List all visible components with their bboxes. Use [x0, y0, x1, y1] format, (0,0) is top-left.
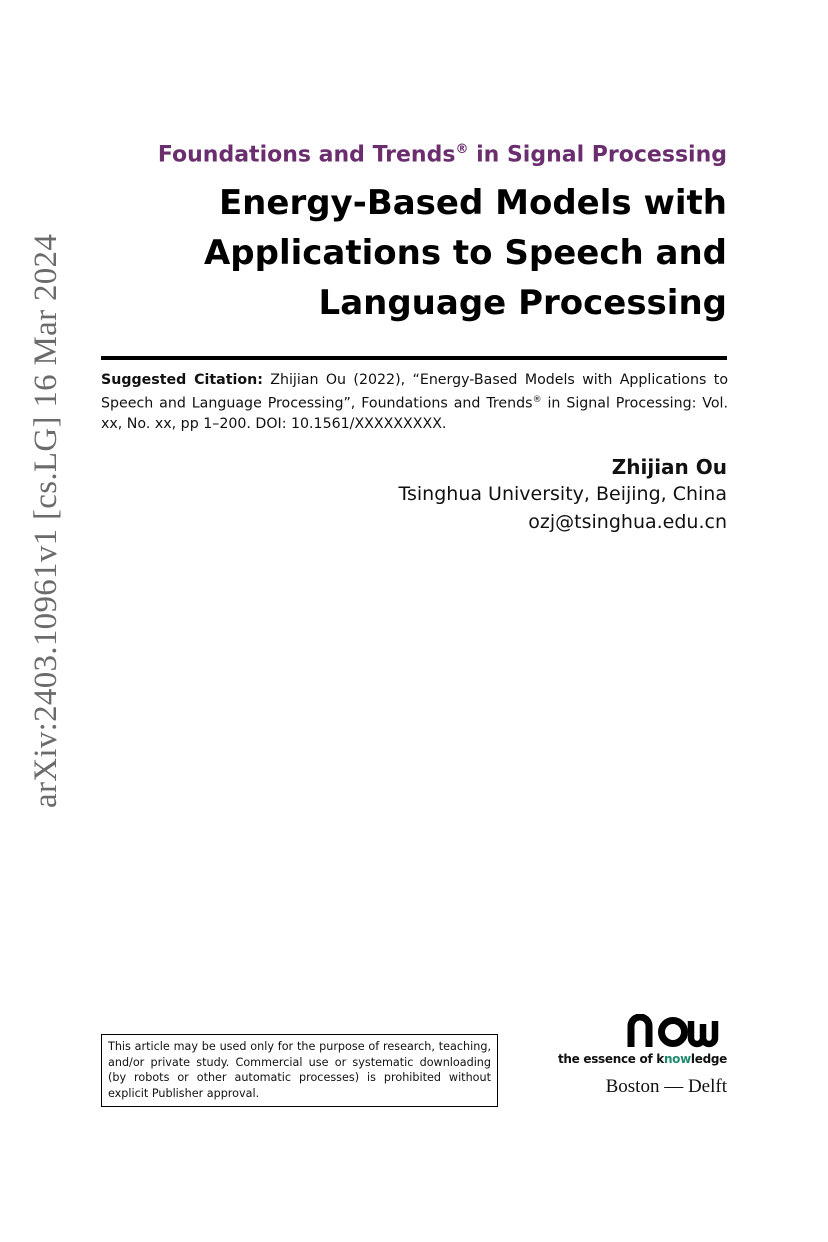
- author-affiliation: Tsinghua University, Beijing, China: [398, 483, 727, 505]
- title-line: Language Processing: [318, 283, 727, 323]
- suggested-citation: [101, 370, 728, 434]
- tagline-prefix: the essence of k: [557, 1052, 664, 1066]
- publisher-tagline: [558, 1052, 727, 1066]
- author-block: [399, 454, 727, 536]
- registered-mark: ®: [455, 142, 469, 157]
- author-email[interactable]: ozj@tsinghua.edu.cn: [528, 511, 727, 533]
- usage-notice-box: This article may be used only for the purpose of research, teaching, and/or private study. Commercial use or systematic downloading (by robots or other automatic processes) is prohibited without explicit Publisher approval.: [101, 1034, 498, 1107]
- registered-mark: ®: [532, 395, 542, 405]
- tagline-suffix: ledge: [690, 1052, 727, 1066]
- arxiv-identifier-stamp: arXiv:2403.10961v1 [cs.LG] 16 Mar 2024: [28, 233, 64, 808]
- paper-title: [167, 178, 727, 328]
- title-line: Energy-Based Models with: [218, 183, 727, 223]
- citation-text: Zhijian Ou (2022), “Energy-Based Models with Applications to Speech and Language Processing”, Foundations and Trends: [101, 372, 728, 412]
- series-field: in Signal Processing: [468, 142, 727, 168]
- citation-text-end: in Signal Processing: Vol. xx, No. xx, pp 1–200. DOI: 10.1561/XXXXXXXXX.: [101, 395, 728, 432]
- tagline-accent: now: [663, 1052, 691, 1066]
- now-publishers-logo: [627, 1014, 727, 1048]
- series-name: Foundations and Trends: [157, 142, 456, 168]
- publisher-block: [558, 1014, 727, 1098]
- author-name: Zhijian Ou: [611, 455, 727, 479]
- citation-label: Suggested Citation:: [101, 372, 263, 388]
- title-divider: [101, 356, 727, 360]
- publisher-cities: Boston — Delft: [605, 1076, 727, 1097]
- series-title: [158, 142, 727, 167]
- title-line: Applications to Speech and: [203, 233, 727, 273]
